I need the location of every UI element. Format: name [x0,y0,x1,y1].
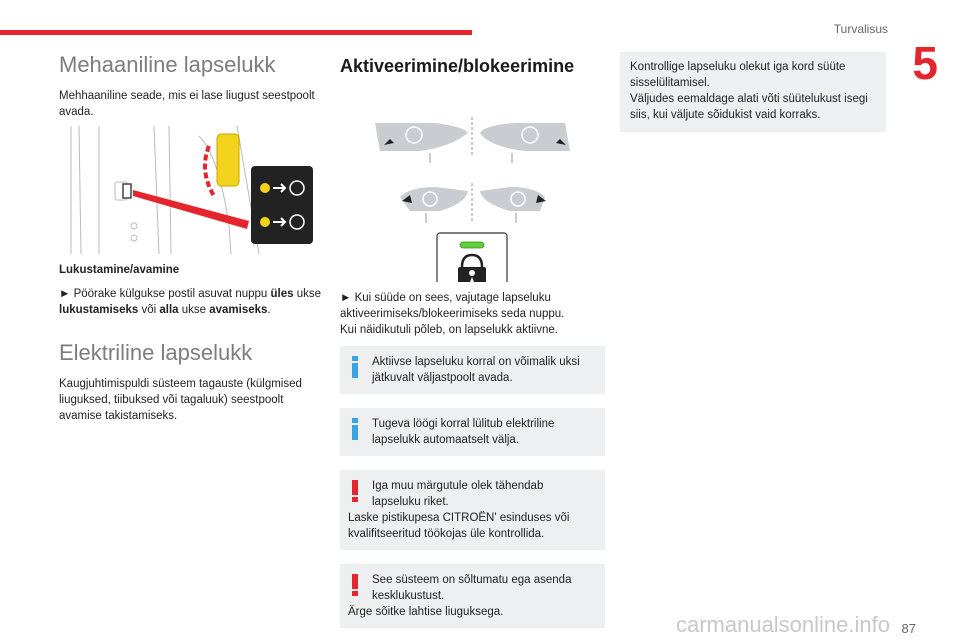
check-note-text-1: Kontrollige lapseluku olekut iga kord süüte sisselülitamisel. [630,61,846,89]
lock-instruction: ► Pöörake külgukse postil asuvat nuppu üles ukse lukustamiseks või alla ukse avamiseks. [59,288,322,316]
info-icon [348,355,362,379]
middle-column [340,52,605,628]
electric-lock-text: Kaugjuhtimispuldi süsteem tagauste (külgmised liuguksed, tiibuksed või tagaluuk) seestpoolt avamise takistamiseks. [59,378,302,422]
page-number: 87 [901,621,916,636]
warning-note-1: Iga muu märgutule olek tähendab lapseluku riket. Laske pistikupesa CITROËN' esinduses või kvalifitseeritud töökojas üle kontrollida. [340,470,605,550]
check-note-text-2: Väljudes eemaldage alati võti süütelukust isegi siis, kui väljute sõidukist vaid korraks. [630,93,868,121]
warning-icon [348,479,362,503]
warning-note-2: See süsteem on sõltumatu ega asenda kesklukustust. Ärge sõitke lahtise liuguksega. [340,564,605,628]
door-lock-illustration [59,126,321,254]
left-column [59,52,321,424]
info-icon [348,417,362,441]
mechanical-lock-title: Mehaaniline lapselukk [59,52,276,77]
warning-icon [348,573,362,597]
section-title: Turvalisus [833,22,888,36]
right-column [620,52,886,132]
info-note-2: Tugeva löögi korral lülitub elektriline lapselukk automaatselt välja. [340,408,605,456]
mechanical-lock-intro: Mehhaaniline seade, mis ei lase liugust seestpoolt avada. [59,90,315,118]
activation-title: Aktiveerimine/blokeerimine [340,56,575,76]
electric-lock-title: Elektriline lapselukk [59,340,253,365]
activation-instruction: ► Kui süüde on sees, vajutage lapseluku aktiveerimiseks/blokeerimiseks seda nuppu. [340,292,565,320]
info-note-1: Aktiivse lapseluku korral on võimalik uksi jätkuvalt väljastpoolt avada. [340,346,605,394]
activation-indicator: Kui näidikutuli põleb, on lapselukk aktiivne. [340,324,558,336]
child-lock-button-diagram [340,87,605,282]
chapter-number: 5 [912,37,938,89]
check-note [620,52,886,132]
top-accent-bar [0,30,472,35]
lock-unlock-subheading: Lukustamine/avamine [59,264,180,276]
watermark: carmanualsonline.info [675,612,890,637]
